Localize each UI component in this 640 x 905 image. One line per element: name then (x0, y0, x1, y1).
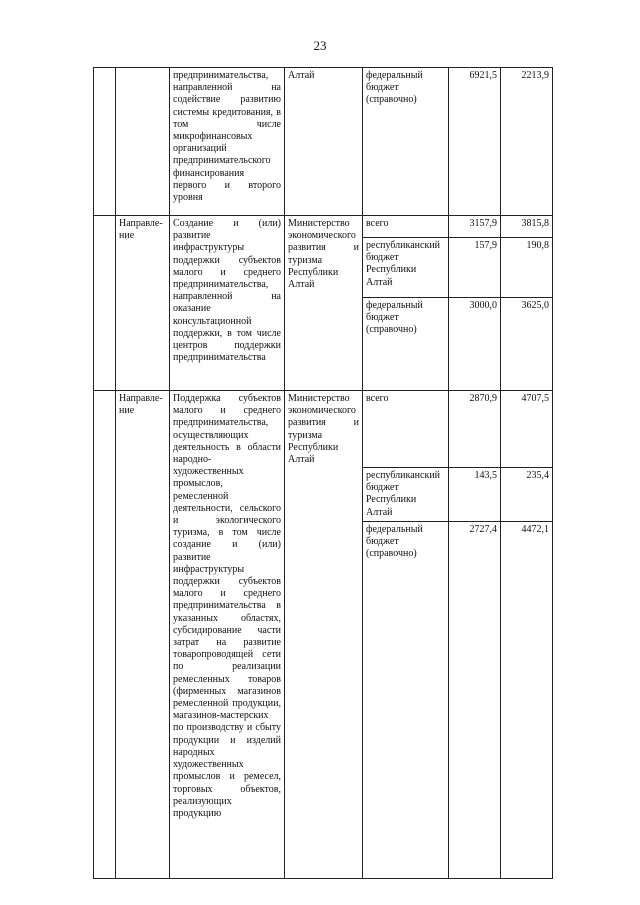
amount-cell-2: 3815,8 (501, 216, 553, 238)
funding-source-cell (363, 468, 449, 522)
text-line: реализующих (173, 795, 232, 807)
amount-cell-1: 157,9 (449, 238, 501, 298)
text-line: предпринимательства, (173, 279, 269, 291)
text-line: ремесленной продукции, (173, 698, 281, 710)
text-line: ремесленных товаров (173, 673, 281, 685)
text-line: малого и среднего (173, 266, 281, 278)
table-row (94, 216, 553, 238)
text-line: бюджет (366, 312, 399, 324)
text-line: финансирования (173, 167, 245, 179)
text-line: предпринимательства в (173, 600, 281, 612)
text-line: системы кредитования, в (173, 106, 281, 118)
amount-cell-1: 6921,5 (449, 68, 501, 216)
text-line: федеральный (366, 523, 423, 535)
text-line: художественных (173, 466, 244, 478)
text-line: консультационной (173, 315, 252, 327)
amount-cell-1: 2870,9 (449, 391, 501, 468)
text-line: развития и (288, 417, 359, 429)
text-line: оказание (173, 303, 211, 315)
amount-cell-2: 4707,5 (501, 391, 553, 468)
text-line: (справочно) (366, 324, 417, 336)
text-line: поддержки субъектов (173, 254, 281, 266)
name-cell (170, 391, 285, 879)
text-line: поддержки субъектов (173, 576, 281, 588)
text-line: бюджет (366, 82, 399, 94)
type-cell (116, 68, 170, 216)
text-line: организаций (173, 143, 227, 155)
text-line: художественных (173, 759, 244, 771)
name-cell (170, 68, 285, 216)
text-line: (справочно) (366, 94, 417, 106)
text-line: том числе (173, 118, 281, 130)
text-line: поддержки, в том числе (173, 327, 281, 339)
funding-source-cell (363, 298, 449, 391)
text-line: предпринимательского (173, 155, 271, 167)
text-line: направленной на (173, 82, 281, 94)
executor-cell (285, 68, 363, 216)
text-line: направленной на (173, 291, 281, 303)
text-line: туризма (288, 254, 323, 266)
program-table (93, 67, 553, 879)
text-line: народных (173, 746, 215, 758)
text-line: промыслов, (173, 478, 223, 490)
page-number: 23 (313, 38, 327, 53)
amount-cell-1: 2727,4 (449, 521, 501, 878)
index-cell (94, 391, 116, 879)
funding-source-cell (363, 68, 449, 216)
text-line: предпринимательства, (173, 417, 269, 429)
text-line: уровня (173, 192, 203, 204)
executor-cell (285, 216, 363, 391)
amount-cell-1: 3157,9 (449, 216, 501, 238)
text-line: торговых объектов, (173, 783, 281, 795)
type-cell: Направле- ние (116, 216, 170, 391)
text-line: субсидирование части (173, 624, 281, 636)
text-line: содействие развитию (173, 94, 281, 106)
text-line: развитие (173, 230, 211, 242)
text-line: создание и (или) (173, 539, 281, 551)
text-line: продукцию (173, 807, 222, 819)
funding-source-cell (363, 238, 449, 298)
index-cell (94, 68, 116, 216)
name-cell (170, 216, 285, 391)
funding-source-cell (363, 391, 449, 468)
text-line: всего (366, 393, 389, 404)
text-line: республиканский (366, 240, 441, 251)
text-line: развития и (288, 242, 359, 254)
text-line: Республики (288, 266, 339, 278)
text-line: Алтай (366, 276, 393, 288)
text-line: экономического (288, 230, 356, 242)
amount-cell-2: 190,8 (501, 238, 553, 298)
executor-cell (285, 391, 363, 879)
text-line: деятельности, сельского (173, 502, 281, 514)
text-line: Республики (366, 264, 417, 276)
text-line: малого и среднего (173, 588, 281, 600)
text-line: Республики (366, 494, 417, 506)
program-table-body (94, 68, 553, 879)
amount-cell-2: 235,4 (501, 468, 553, 522)
text-line: по производству и сбыту (173, 722, 281, 734)
type-cell: Направле- ние (116, 391, 170, 879)
text-line: Алтай (366, 506, 393, 518)
text-line: предпринимательства, (173, 70, 269, 81)
text-line: Министерство (288, 393, 350, 404)
amount-cell-2: 2213,9 (501, 68, 553, 216)
text-line: Поддержка субъектов (173, 393, 281, 404)
text-line: предпринимательства (173, 352, 266, 364)
text-line: деятельность в области (173, 441, 281, 453)
text-line: промыслов и ремесел, (173, 771, 281, 783)
text-line: и экологического (173, 515, 281, 527)
funding-source-cell (363, 521, 449, 878)
text-line: Алтай (288, 279, 315, 291)
text-line: всего (366, 218, 389, 229)
text-line: Алтай (288, 70, 315, 81)
text-line: продукции и изделий (173, 734, 281, 746)
text-line: по реализации (173, 661, 281, 673)
amount-cell-2: 3625,0 (501, 298, 553, 391)
text-line: Министерство (288, 218, 350, 229)
text-line: республиканский (366, 470, 441, 481)
amount-cell-1: 143,5 (449, 468, 501, 522)
text-line: (справочно) (366, 548, 417, 560)
text-line: магазинов-мастерских (173, 710, 269, 722)
text-line: первого и второго (173, 179, 281, 191)
text-line: осуществляющих (173, 429, 249, 441)
text-line: (фирменных магазинов (173, 685, 281, 697)
text-line: туризма, в том числе (173, 527, 281, 539)
table-row (94, 391, 553, 468)
text-line: инфраструктуры (173, 563, 245, 575)
funding-source-cell (363, 216, 449, 238)
text-line: федеральный (366, 70, 423, 81)
table-row (94, 68, 553, 216)
text-line: бюджет (366, 482, 399, 494)
text-line: народно- (173, 454, 212, 466)
text-line: микрофинансовых (173, 131, 253, 143)
text-line: экономического (288, 405, 356, 417)
text-line: Республики (288, 441, 339, 453)
text-line: затрат на развитие (173, 637, 281, 649)
text-line: Алтай (288, 454, 315, 466)
text-line: федеральный (366, 300, 423, 311)
text-line: развитие (173, 551, 211, 563)
text-line: бюджет (366, 252, 399, 264)
text-line: Создание и (или) (173, 218, 281, 229)
text-line: указанных областях, (173, 612, 281, 624)
text-line: малого и среднего (173, 405, 281, 417)
amount-cell-2: 4472,1 (501, 521, 553, 878)
text-line: туризма (288, 429, 323, 441)
text-line: товаропроводящей сети (173, 649, 281, 661)
text-line: центров поддержки (173, 340, 281, 352)
text-line: инфраструктуры (173, 242, 245, 254)
text-line: бюджет (366, 536, 399, 548)
amount-cell-1: 3000,0 (449, 298, 501, 391)
index-cell (94, 216, 116, 391)
text-line: ремесленной (173, 490, 229, 502)
